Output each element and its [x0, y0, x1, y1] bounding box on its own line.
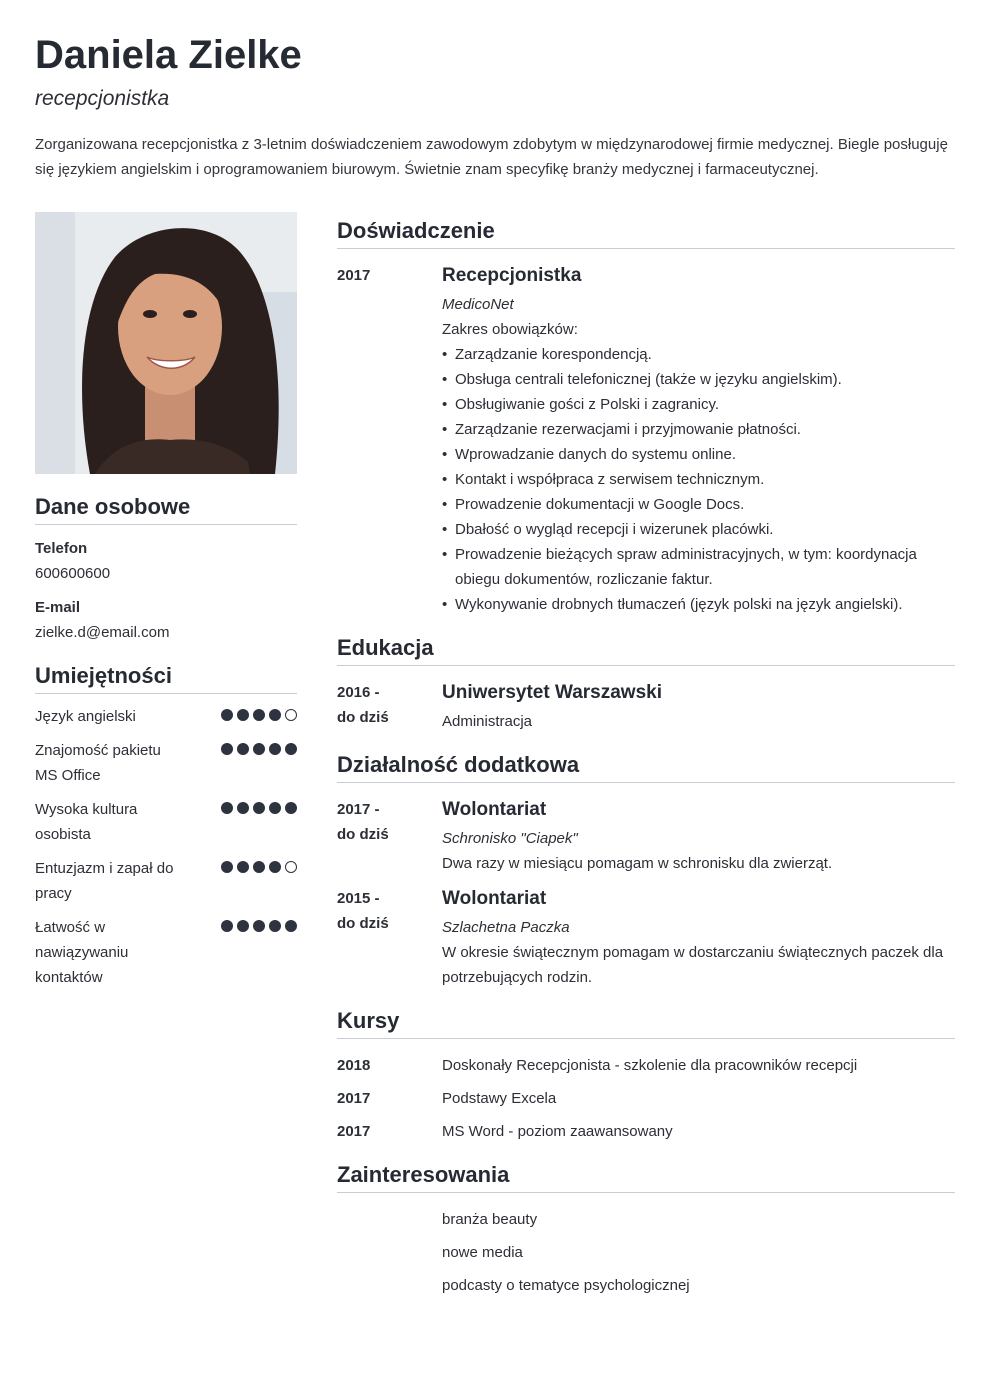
rating-dot-filled: [285, 743, 297, 755]
activities-section: [337, 752, 955, 990]
rating-dot-filled: [221, 802, 233, 814]
rating-dot-filled: [253, 709, 265, 721]
rating-dot-filled: [221, 709, 233, 721]
list-item: • Obsługiwanie gości z Polski i zagranicy.: [442, 392, 955, 417]
skill-rating: [221, 738, 297, 788]
rating-dot-filled: [269, 920, 281, 932]
duties-list: [442, 342, 955, 617]
skill-rating: [221, 856, 297, 906]
list-item: • Wykonywanie drobnych tłumaczeń (język polski na język angielski).: [442, 592, 955, 617]
list-item: • Zarządzanie korespondencją.: [442, 342, 955, 367]
skill-name: Entuzjazm i zapał do pracy: [35, 860, 174, 902]
list-item: • Wprowadzanie danych do systemu online.: [442, 442, 955, 467]
activity-desc: Dwa razy w miesiącu pomagam w schronisku dla zwierząt.: [442, 855, 833, 872]
duties-label: Zakres obowiązków:: [442, 321, 578, 338]
profile-photo: [35, 212, 297, 474]
resume-header: [35, 32, 955, 182]
experience-heading: Doświadczenie: [337, 218, 955, 249]
person-name: Daniela Zielke: [35, 33, 302, 77]
skills-heading: Umiejętności: [35, 663, 297, 694]
list-item: • Prowadzenie bieżących spraw administracyjnych, w tym: koordynacja obiegu dokumentów, rozliczanie faktur.: [442, 542, 955, 592]
date-to: do dziś: [337, 709, 389, 726]
activity-entry: [337, 886, 955, 990]
skills-list: [35, 704, 297, 990]
job-role: recepcjonistka: [35, 87, 170, 110]
rating-dot-filled: [269, 709, 281, 721]
course-year: 2017: [337, 1090, 371, 1107]
activity-desc: W okresie świątecznym pomagam w dostarczaniu świątecznych paczek dla potrzebujących rodzin.: [442, 944, 944, 986]
skill-name: Łatwość w nawiązywaniu kontaktów: [35, 919, 129, 986]
school-name: Uniwersytet Warszawski: [442, 682, 662, 703]
skill-item: [35, 738, 297, 788]
entry-date: 2017: [337, 267, 371, 284]
right-column: [337, 218, 955, 1316]
interest-item: nowe media: [442, 1244, 523, 1261]
list-item: • Zarządzanie rezerwacjami i przyjmowanie płatności.: [442, 417, 955, 442]
phone-label: Telefon: [35, 540, 88, 557]
company-name: MedicoNet: [442, 296, 514, 313]
course-item: [337, 1119, 955, 1144]
rating-dot-empty: [285, 709, 297, 721]
skill-item: [35, 704, 297, 729]
personal-data-heading: Dane osobowe: [35, 494, 297, 525]
rating-dot-filled: [253, 743, 265, 755]
courses-heading: Kursy: [337, 1008, 955, 1039]
course-name: Doskonały Recepcjonista - szkolenie dla pracowników recepcji: [442, 1057, 858, 1074]
skill-name: Język angielski: [35, 708, 136, 725]
rating-dot-filled: [237, 861, 249, 873]
education-entry: [337, 680, 955, 734]
course-year: 2017: [337, 1123, 371, 1140]
left-column: [35, 212, 297, 990]
courses-section: [337, 1008, 955, 1144]
list-item: • Prowadzenie dokumentacji w Google Docs.: [442, 492, 955, 517]
rating-dot-filled: [253, 861, 265, 873]
course-item: [337, 1086, 955, 1111]
rating-dot-filled: [221, 861, 233, 873]
list-item: • Kontakt i współpraca z serwisem technicznym.: [442, 467, 955, 492]
rating-dot-filled: [253, 920, 265, 932]
rating-dot-filled: [285, 920, 297, 932]
skill-name: Znajomość pakietu MS Office: [35, 742, 161, 784]
activity-org: Schronisko "Ciapek": [442, 830, 578, 847]
interest-item: branża beauty: [442, 1211, 538, 1228]
rating-dot-filled: [237, 920, 249, 932]
rating-dot-filled: [253, 802, 265, 814]
skill-rating: [221, 915, 297, 990]
rating-dot-filled: [237, 709, 249, 721]
experience-section: [337, 218, 955, 617]
profile-summary: Zorganizowana recepcjonistka z 3-letnim doświadczeniem zawodowym zdobytym w międzynarodowej firmie medycznej. Biegle posługuję się językiem angielskim i oprogramowaniem biurowym. Świetnie znam specyfikę branży medycznej i farmaceutycznej.: [35, 136, 948, 178]
skill-name: Wysoka kultura osobista: [35, 801, 138, 843]
date-from: 2016 -: [337, 684, 380, 701]
date-from: 2017 -: [337, 801, 380, 818]
activity-title: Wolontariat: [442, 888, 547, 909]
education-section: [337, 635, 955, 734]
phone-value: 600600600: [35, 565, 111, 582]
interests-heading: Zainteresowania: [337, 1162, 955, 1193]
field-of-study: Administracja: [442, 713, 533, 730]
skill-rating: [221, 704, 297, 729]
activity-title: Wolontariat: [442, 799, 547, 820]
experience-entry: [337, 263, 955, 617]
list-item: • Obsługa centrali telefonicznej (także w języku angielskim).: [442, 367, 955, 392]
rating-dot-filled: [237, 743, 249, 755]
rating-dot-filled: [285, 802, 297, 814]
rating-dot-filled: [269, 802, 281, 814]
skill-item: [35, 856, 297, 906]
interests-section: [337, 1162, 955, 1298]
date-to: do dziś: [337, 826, 389, 843]
date-to: do dziś: [337, 915, 389, 932]
course-year: 2018: [337, 1057, 371, 1074]
rating-dot-filled: [221, 743, 233, 755]
education-heading: Edukacja: [337, 635, 955, 666]
interest-item: podcasty o tematyce psychologicznej: [442, 1277, 690, 1294]
course-name: Podstawy Excela: [442, 1090, 557, 1107]
list-item: • Dbałość o wygląd recepcji i wizerunek placówki.: [442, 517, 955, 542]
skill-rating: [221, 797, 297, 847]
activity-entry: [337, 797, 955, 876]
rating-dot-filled: [269, 861, 281, 873]
activity-org: Szlachetna Paczka: [442, 919, 570, 936]
job-title: Recepcjonistka: [442, 265, 582, 286]
course-item: [337, 1053, 955, 1078]
rating-dot-filled: [269, 743, 281, 755]
email-value: zielke.d@email.com: [35, 624, 170, 641]
rating-dot-empty: [285, 861, 297, 873]
rating-dot-filled: [237, 802, 249, 814]
course-name: MS Word - poziom zaawansowany: [442, 1123, 673, 1140]
skill-item: [35, 915, 297, 990]
skill-item: [35, 797, 297, 847]
rating-dot-filled: [221, 920, 233, 932]
activities-heading: Działalność dodatkowa: [337, 752, 955, 783]
date-from: 2015 -: [337, 890, 380, 907]
email-label: E-mail: [35, 599, 81, 616]
